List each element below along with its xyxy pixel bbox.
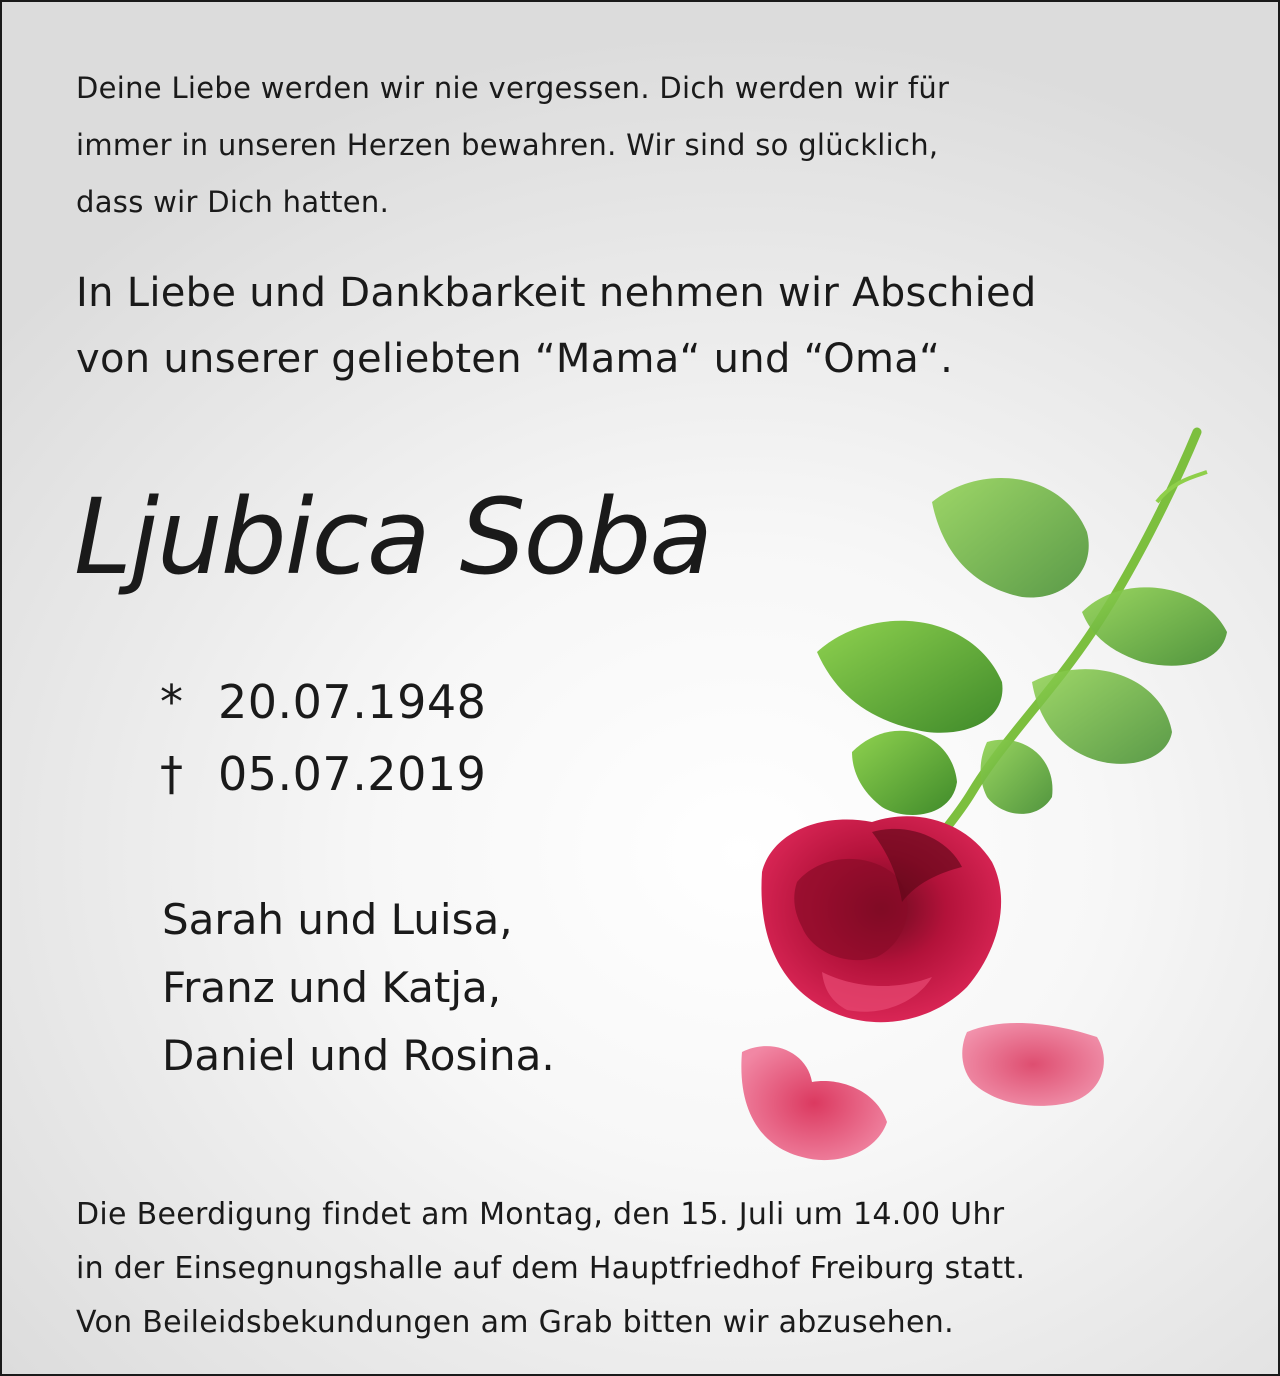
family-line: Daniel und Rosina. [162, 1031, 555, 1080]
farewell-line: In Liebe und Dankbarkeit nehmen wir Abschied [76, 270, 1037, 316]
funeral-line: Die Beerdigung findet am Montag, den 15. Juli um 14.00 Uhr [76, 1197, 1005, 1232]
intro-line: dass wir Dich hatten. [76, 185, 390, 219]
death-date: 05.07.2019 [218, 747, 487, 801]
deceased-name: Ljubica Soba [74, 476, 712, 598]
intro-text [76, 60, 949, 231]
death-symbol: † [160, 747, 184, 801]
funeral-notice [76, 1188, 1025, 1350]
family-line: Sarah und Luisa, [162, 895, 513, 944]
life-dates [160, 666, 486, 810]
death-date-row [160, 738, 486, 810]
funeral-line: Von Beileidsbekundungen am Grab bitten wir abzusehen. [76, 1305, 954, 1340]
family-line: Franz und Katja, [162, 963, 502, 1012]
rose-image [702, 412, 1262, 1172]
birth-date: 20.07.1948 [218, 675, 487, 729]
family-names [162, 886, 555, 1090]
farewell-line: von unserer geliebten “Mama“ und “Oma“. [76, 336, 954, 382]
intro-line: immer in unseren Herzen bewahren. Wir sind so glücklich, [76, 128, 939, 162]
funeral-line: in der Einsegnungshalle auf dem Hauptfriedhof Freiburg statt. [76, 1251, 1026, 1286]
birth-date-row [160, 666, 486, 738]
intro-line: Deine Liebe werden wir nie vergessen. Dich werden wir für [76, 71, 950, 105]
birth-symbol: * [160, 675, 184, 729]
farewell-text [76, 260, 1037, 392]
